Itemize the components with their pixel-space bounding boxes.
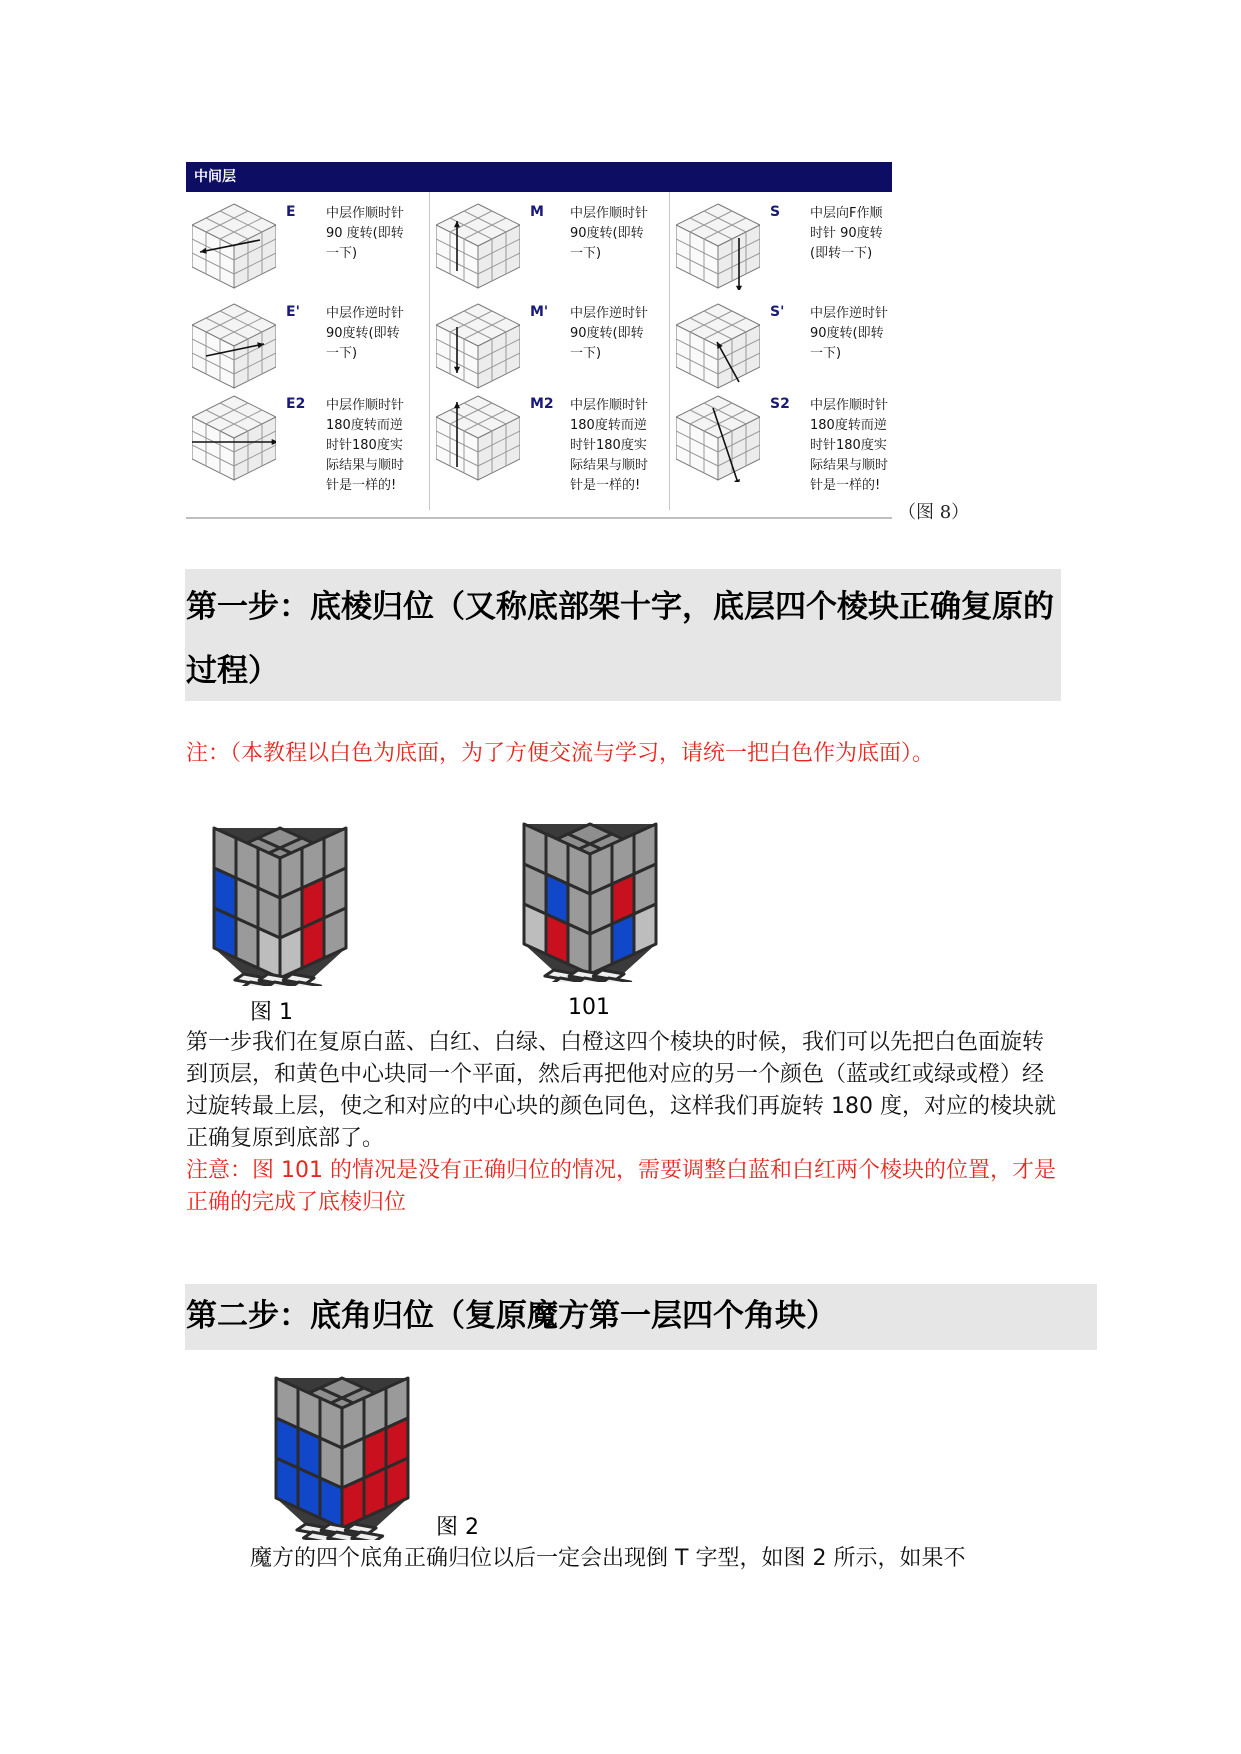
step1-paragraph-number: 180 (831, 1094, 873, 1119)
move-description: 中层作逆时针 90度转(即转 一下) (810, 306, 889, 361)
move-cell (430, 192, 665, 292)
figure-8-caption: （图 8） (898, 502, 970, 523)
warning-figure-number: 101 (281, 1158, 323, 1183)
cube-move-icon (192, 200, 276, 290)
figure-2-caption: 图 2 (436, 1515, 479, 1540)
cube-move-icon (192, 392, 276, 482)
move-description: 中层作逆时针 90度转(即转 一下) (326, 306, 405, 361)
step1-paragraph (186, 1027, 1056, 1155)
move-cell (430, 292, 665, 392)
cube-move-icon (436, 300, 520, 390)
moves-table-body (186, 192, 892, 519)
cube-figure-101 (510, 806, 670, 982)
move-description: 中层作顺时针 90度转(即转 一下) (570, 206, 649, 261)
cube-figure-2 (258, 1360, 426, 1540)
move-cell (186, 384, 421, 493)
move-cell (430, 384, 665, 493)
moves-table-header: 中间层 (186, 162, 892, 192)
move-description: 中层向F作顺 时针 90度转 (即转一下) (810, 206, 883, 261)
step2-paragraph-text-end: 所示，如果不 (826, 1546, 966, 1571)
cube-move-icon (436, 392, 520, 482)
move-code: E' (286, 304, 300, 320)
cube-move-icon (676, 200, 760, 290)
move-code: E2 (286, 396, 306, 412)
move-code: M (530, 204, 544, 220)
move-description: 中层作顺时针 180度转而逆 时针180度实 际结果与顺时 针是一样的! (810, 398, 889, 493)
step2-paragraph-letter: T (675, 1546, 689, 1571)
cube-figure-1 (200, 810, 360, 986)
move-code: E (286, 204, 296, 220)
step2-paragraph-text: 魔方的四个底角正确归位以后一定会出现倒 (250, 1546, 675, 1571)
step2-paragraph-text-mid: 字型，如图 (688, 1546, 813, 1571)
step1-note: 注：（本教程以白色为底面，为了方便交流与学习，请统一把白色作为底面）。 (186, 741, 935, 766)
cube-move-icon (192, 300, 276, 390)
move-cell (670, 192, 905, 292)
step2-paragraph-number: 2 (812, 1546, 827, 1571)
move-description: 中层作逆时针 90度转(即转 一下) (570, 306, 649, 361)
move-code: M' (530, 304, 549, 320)
cube-move-icon (676, 300, 760, 390)
move-code: S (770, 204, 781, 220)
warning-text: 注意：图 (186, 1158, 281, 1183)
move-cell (186, 192, 421, 292)
move-code: S' (770, 304, 785, 320)
step2-title: 第二步：底角归位（复原魔方第一层四个角块） (186, 1298, 837, 1334)
move-code: M2 (530, 396, 554, 412)
cube-move-icon (676, 392, 760, 482)
move-cell (670, 292, 905, 392)
move-description: 中层作顺时针 180度转而逆 时针180度实 际结果与顺时 针是一样的! (570, 398, 649, 493)
step1-paragraph-text: 第一步我们在复原白蓝、白红、白绿、白橙这四个棱块的时候，我们可以先把白色面旋转到顶层，和黄色中心块同一个平面，然后再把他对应的另一个颜色（蓝或红或绿或橙）经过旋转最上层，使之和对应的中心块的颜色同色，这样我们再旋转 (186, 1030, 1045, 1119)
step1-paragraph-text-end: 度，对应的棱块就正确复原到底部了。 (186, 1094, 1056, 1151)
move-cell (670, 384, 905, 493)
warning-text-end: 的情况是没有正确归位的情况，需要调整白蓝和白红两个棱块的位置，才是正确的完成了底棱归位 (186, 1158, 1056, 1215)
move-cell (186, 292, 421, 392)
step1-title: 第一步：底棱归位（又称底部架十字，底层四个棱块正确复原的过程） (186, 589, 1054, 689)
cube-move-icon (436, 200, 520, 290)
move-description: 中层作顺时针 180度转而逆 时针180度实 际结果与顺时 针是一样的! (326, 398, 405, 493)
move-description: 中层作顺时针 90 度转(即转 一下) (326, 206, 405, 261)
moves-table (186, 162, 892, 517)
move-code: S2 (770, 396, 790, 412)
step2-paragraph (250, 1543, 1070, 1575)
figure-101-caption: 101 (568, 995, 610, 1020)
step1-warning (186, 1155, 1056, 1219)
figure-1-caption: 图 1 (250, 1000, 293, 1025)
